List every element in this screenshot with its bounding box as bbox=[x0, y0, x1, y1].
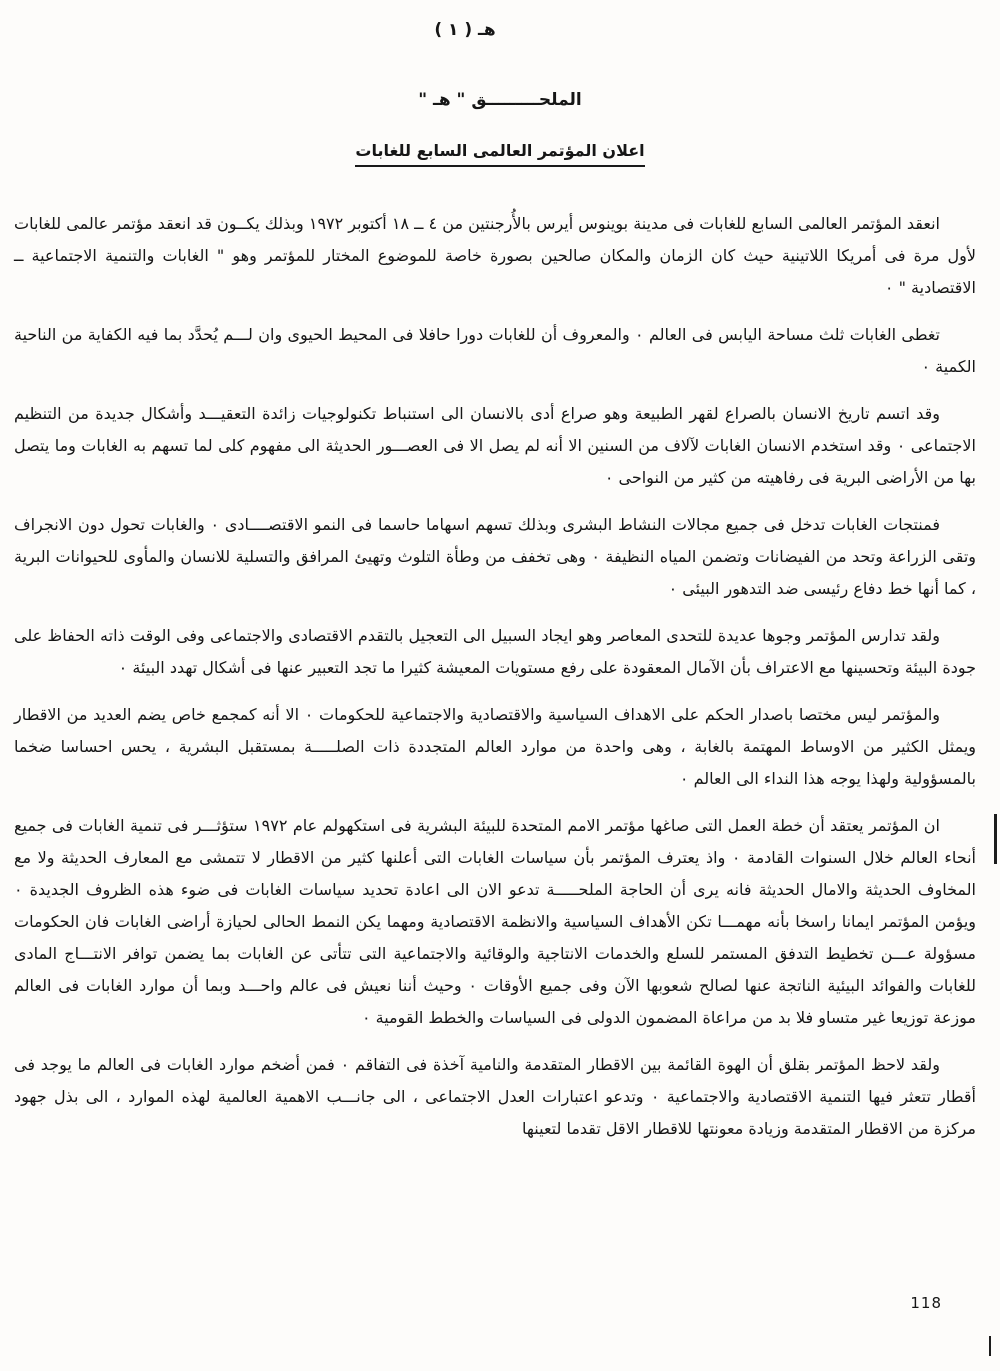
paragraph-6: والمؤتمر ليس مختصا باصدار الحكم على الاهداف السياسية والاقتصادية والاجتماعية للحكومات ٠ الا أنه كمجمع خاص يضم العديد من الاقطار ويمثل الكثير من الاوساط المهتمة بالغابة ، وهى واحدة من موارد العالم المتجددة ذات الصلـــــة بمستقبل البشرية ، يحس احساسا ضخما بالمسؤولية ولهذا يوجه هذا النداء الى العالم ٠ bbox=[14, 705, 976, 788]
scan-edge-mark-bottom bbox=[989, 1336, 991, 1356]
page-number: 118 bbox=[910, 1294, 942, 1312]
paragraph-7: ان المؤتمر يعتقد أن خطة العمل التى صاغها مؤتمر الامم المتحدة للبيئة البشرية فى استكهولم عام ١٩٧٢ ستؤثـــر فى تنمية الغابات فى جميع أنحاء العالم خلال السنوات القادمة ٠ واذ يعترف المؤتمر بأن سياسات الغابات التى أعلنها كثير من الاقطار لا تتمشى مع المعارف الحديثة ولا مع المخاوف الحديثة والامال الحديثة فانه يرى أن الحاجة الملحـــــة تدعو الان الى اعادة تحديد سياسات الغابات فى ضوء هذه الظروف الجديدة ٠ ويؤمن المؤتمر ايمانا راسخا بأنه مهمـــا تكن الأهداف السياسية والانظمة الاقتصادية ومهما يكن النمط الحالى لحيازة أراضى الغابات فان الحكومات مسؤولة عـــن تخطيط التدفق المستمر للسلع والخدمات الانتاجية والوقائية والاجتماعية التى تتأتى عن الغابات بما يضمن توافر الانتـــاج المادى للغابات والفوائد البيئية الناتجة عنها لصالح شعوبها الآن وفى جميع الأوقات ٠ وحيث أننا نعيش فى عالم واحـــد وبما أن موارد الغابات فى العالم موزعة توزيعا غير متساو فلا بد من مراعاة المضمون الدولى فى السياسات والخطط القومية ٠ bbox=[14, 816, 977, 1027]
paragraph-3: وقد اتسم تاريخ الانسان بالصراع لقهر الطبيعة وهو صراع أدى بالانسان الى استنباط تكنولوجيات زائدة التعقيـــد وأشكال جديدة من التنظيم الاجتماعى ٠ وقد استخدم الانسان الغابات لآلاف من السنين الا أنه لم يصل الا فى العصـــور الحديثة الى مفهوم كلى لما تسهم به الغابات وما يتصل بها من الأراضى البرية فى رفاهيته من كثير من النواحى ٠ bbox=[14, 404, 977, 487]
paragraph-5: ولقد تدارس المؤتمر وجوها عديدة للتحدى المعاصر وهو ايجاد السبيل الى التعجيل بالتقدم الاقتصادى والاجتماعى وفى الوقت ذاته الحفاظ على جودة البيئة وتحسينها مع الاعتراف بأن الآمال المعقودة على رفع مستويات المعيشة كثيرا ما تجد التعبير عنها فى أشكال تهدد البيئة ٠ bbox=[14, 626, 976, 677]
paragraph-2: تغطى الغابات ثلث مساحة اليابس فى العالم ٠ والمعروف أن للغابات دورا حافلا فى المحيط الحيوى وان لـــم يُحدَّد بما فيه الكفاية من الناحية الكمية ٠ bbox=[14, 325, 976, 376]
paragraph-1: انعقد المؤتمر العالمى السابع للغابات فى مدينة بوينوس أيرس بالأُرجنتين من ٤ ــ ١٨ أكتوبر ١٩٧٢ وبذلك يكــون قد انعقد مؤتمر عالمى للغابات لأول مرة فى أمريكا اللاتينية حيث كان الزمان والمكان صالحين بصورة خاصة للموضوع المختار للمؤتمر وهو " الغابات والتنمية الاجتماعية ــ الاقتصادية " ٠ bbox=[14, 214, 976, 297]
document-body bbox=[14, 208, 976, 1160]
appendix-title: الملحـــــــــق " هـ " bbox=[418, 90, 582, 110]
paragraph-4: فمنتجات الغابات تدخل فى جميع مجالات النشاط البشرى وبذلك تسهم اسهاما حاسما فى النمو الاقتصــــادى ٠ والغابات تحول دون الانجراف وتقى الزراعة وتحد من الفيضانات وتضمن المياه النظيفة ٠ وهى تخفف من وطأة التلوث وتهيئ المرافق والتسلية للانسان والمأوى للحيوانات البرية ، كما أنها خط دفاع رئيسى ضد التدهور البيئى ٠ bbox=[14, 515, 976, 598]
paragraph-8: ولقد لاحظ المؤتمر بقلق أن الهوة القائمة بين الاقطار المتقدمة والنامية آخذة فى التفاقم ٠ فمن أضخم موارد الغابات فى العالم ما يوجد فى أقطار تتعثر فيها التنمية الاقتصادية والاجتماعية ٠ وتدعو اعتبارات العدل الاجتماعى ، الى جانـــب الاهمية العالمية لهذه الموارد ، الى بذل جهود مركزة من الاقطار المتقدمة وزيادة معونتها للاقطار الاقل تقدما لتعينها bbox=[14, 1055, 976, 1138]
document-title: اعلان المؤتمر العالمى السابع للغابات bbox=[355, 141, 644, 167]
heading-block bbox=[0, 90, 1000, 167]
appendix-corner-mark: هـ ( ١ ) bbox=[434, 20, 496, 40]
scan-edge-mark bbox=[994, 814, 997, 864]
